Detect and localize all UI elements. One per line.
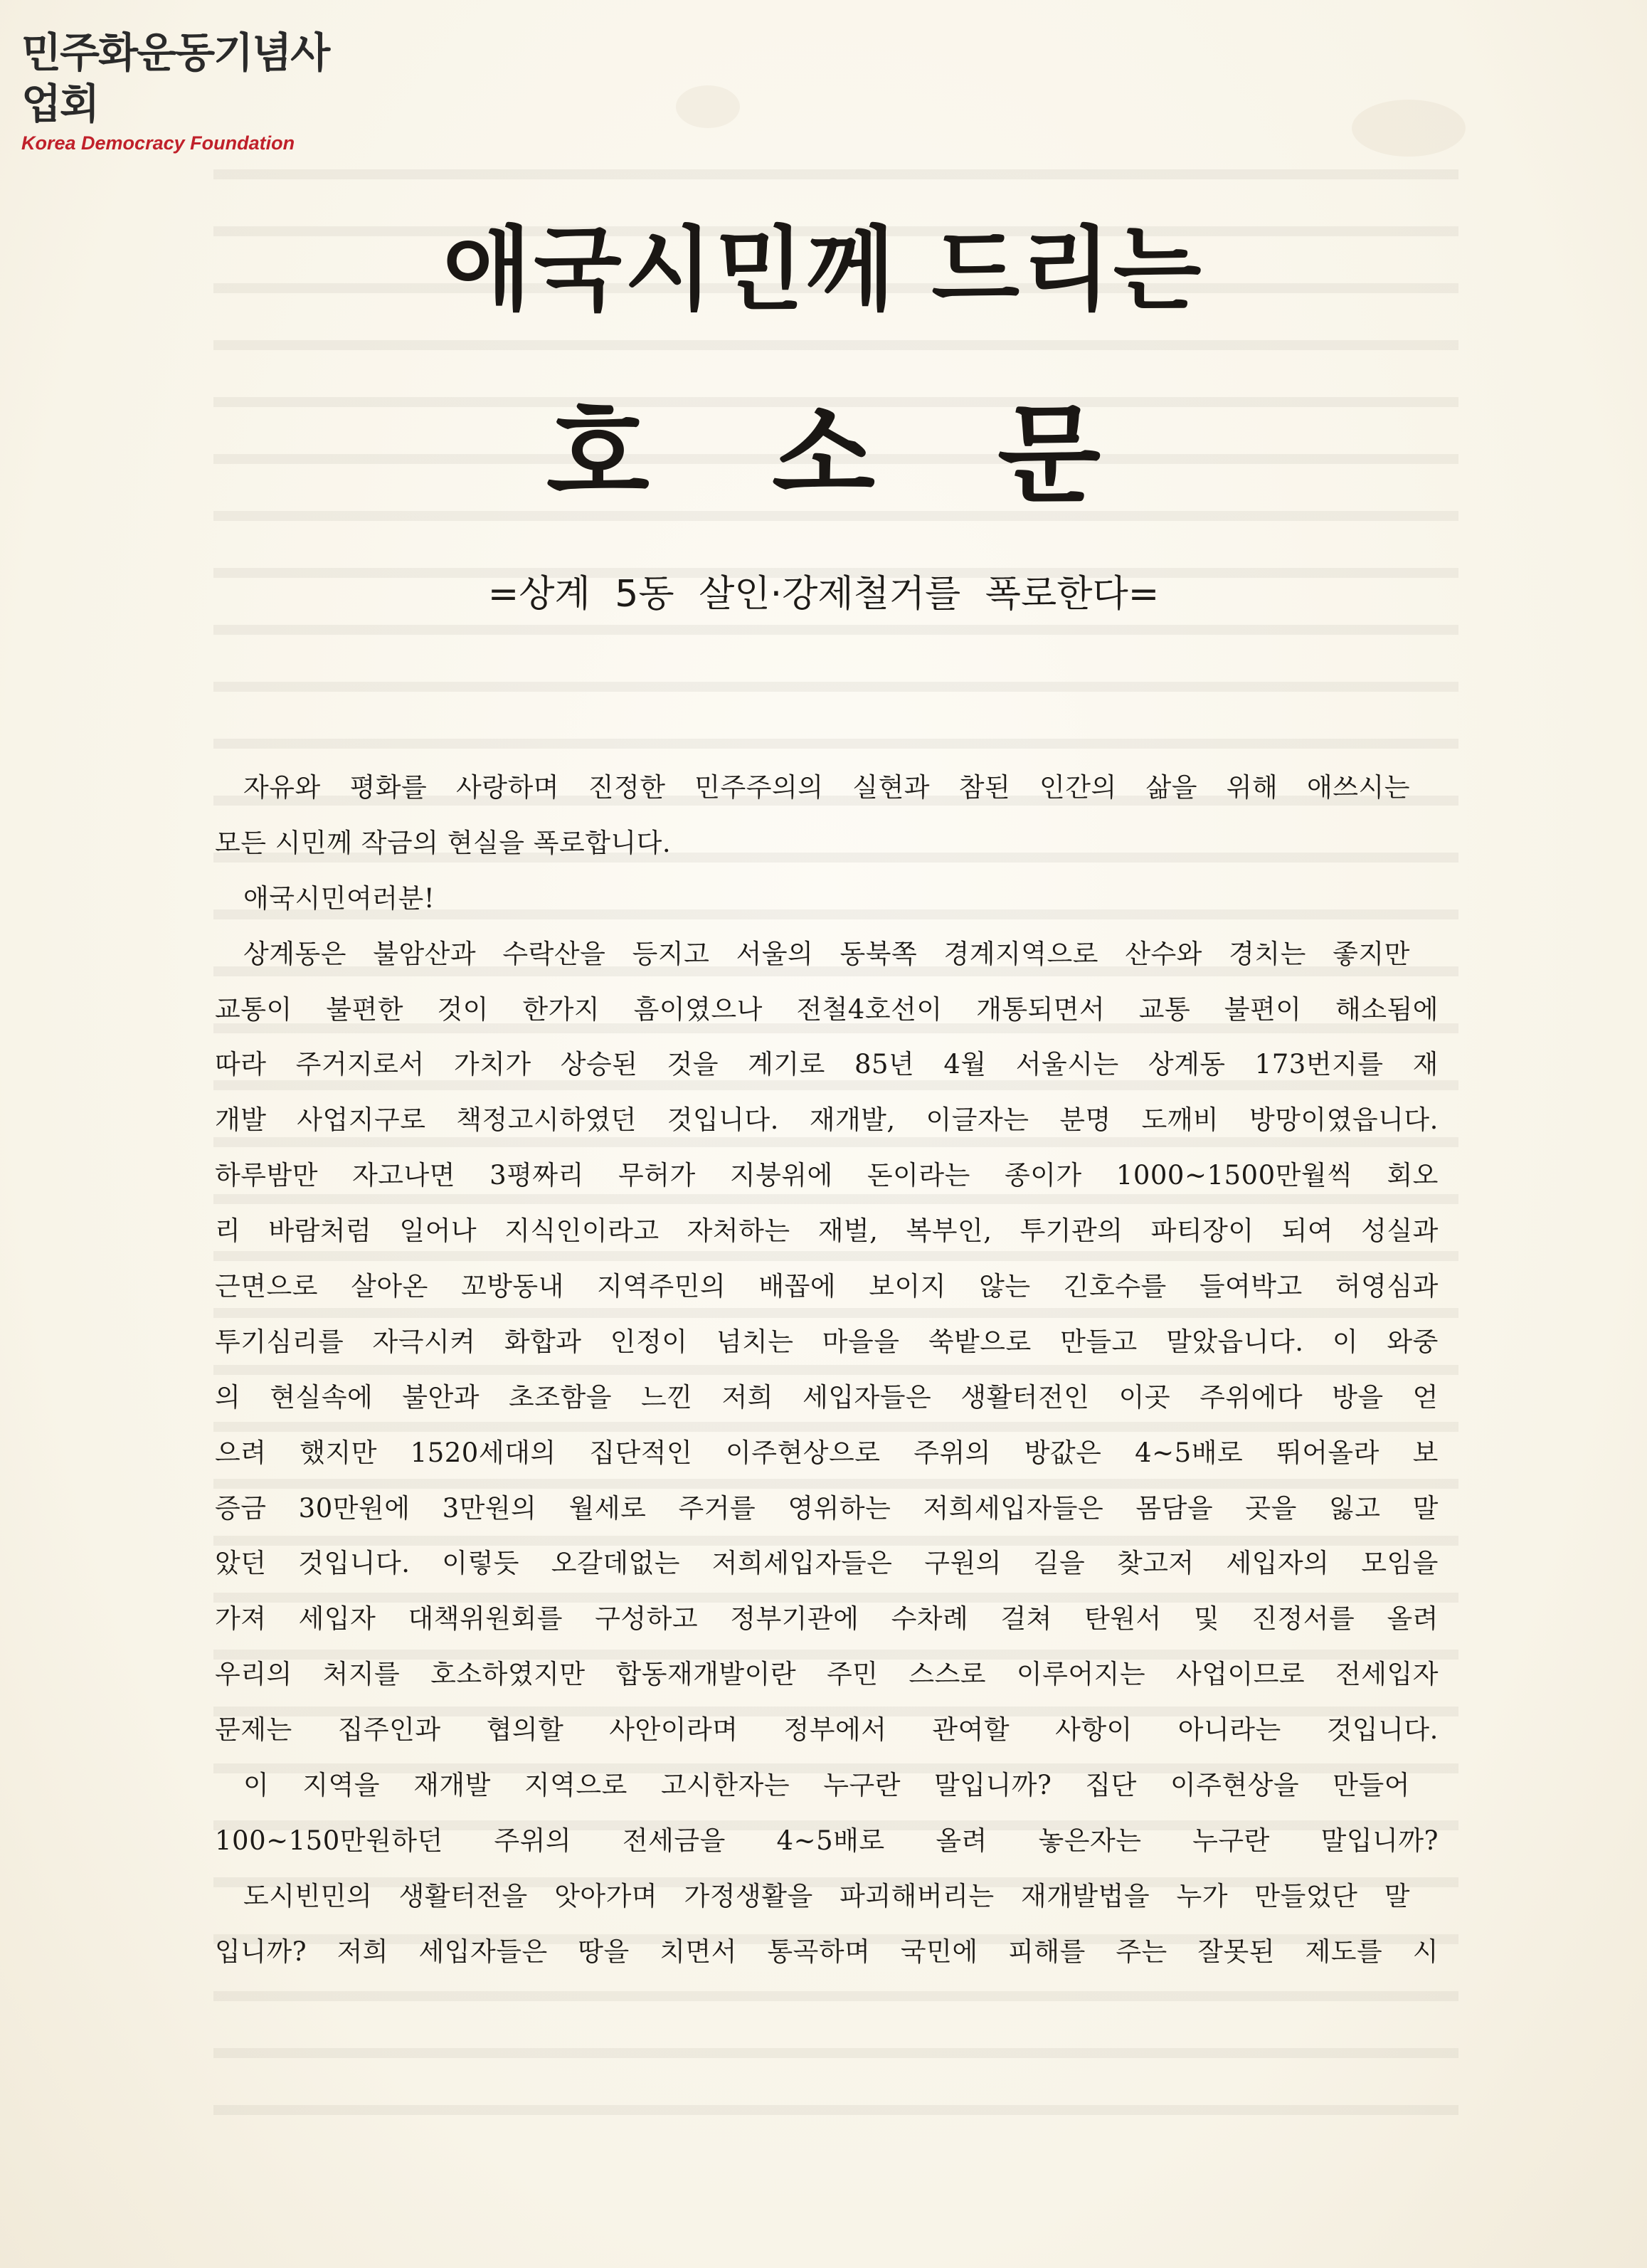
document-body [215, 760, 1439, 1980]
body-line: 근면으로 살아온 꼬방동내 지역주민의 배꼽에 보이지 않는 긴호수를 들여박고 허영심과 [215, 1271, 1439, 1302]
body-line: 하루밤만 자고나면 3평짜리 무허가 지붕위에 돈이라는 종이가 1000~1500만월씩 회오 [215, 1160, 1439, 1191]
logo-korean-text: 민주화운동기념사업회 [21, 28, 329, 128]
body-line: 이 지역을 재개발 지역으로 고시한자는 누구란 말입니까? 집단 이주현상을 만들어 [243, 1770, 1410, 1801]
body-line: 상계동은 불암산과 수락산을 등지고 서울의 동북쪽 경계지역으로 산수와 경치는 좋지만 [243, 938, 1410, 969]
body-line: 모든 시민께 작금의 현실을 폭로합니다. [215, 827, 672, 858]
body-line: 았던 것입니다. 이렇듯 오갈데없는 저희세입자들은 구원의 길을 찾고저 세입자의 모임을 [215, 1548, 1439, 1579]
body-line: 가져 세입자 대책위원회를 구성하고 정부기관에 수차례 걸쳐 탄원서 및 진정서를 올려 [215, 1603, 1439, 1635]
paper-stain [1352, 100, 1466, 157]
body-line: 개발 사업지구로 책정고시하였던 것입니다. 재개발, 이글자는 분명 도깨비 방망이였읍니다. [215, 1104, 1439, 1136]
body-line: 의 현실속에 불안과 초조함을 느낀 저희 세입자들은 생활터전인 이곳 주위에다 방을 얻 [215, 1381, 1439, 1413]
body-line: 애국시민여러분! [243, 882, 435, 914]
body-line: 우리의 처지를 호소하였지만 합동재개발이란 주민 스스로 이루어지는 사업이므로 전세입자 [215, 1659, 1439, 1690]
body-line: 문제는 집주인과 협의할 사안이라며 정부에서 관여할 사항이 아니라는 것입니다. [215, 1714, 1439, 1746]
foundation-logo [21, 27, 356, 154]
logo-english-text: Korea Democracy Foundation [21, 132, 295, 154]
document-title-line1: 애국시민께 드리는 [443, 217, 1204, 323]
document-subtitle: =상계 5동 살인·강제철거를 폭로한다= [487, 573, 1160, 616]
body-line: 따라 주거지로서 가치가 상승된 것을 계기로 85년 4월 서울시는 상계동 173번지를 재 [215, 1049, 1439, 1080]
body-line: 교통이 불편한 것이 한가지 흠이였으나 전철4호선이 개통되면서 교통 불편이 해소됨에 [215, 993, 1439, 1025]
body-line: 으려 했지만 1520세대의 집단적인 이주현상으로 주위의 방값은 4~5배로 뛰어올라 보 [215, 1437, 1439, 1468]
body-line: 리 바람처럼 일어나 지식인이라고 자처하는 재벌, 복부인, 투기관의 파티장이 되여 성실과 [215, 1215, 1439, 1247]
body-line: 100~150만원하던 주위의 전세금을 4~5배로 올려 놓은자는 누구란 말입니까? [215, 1825, 1439, 1856]
body-line: 투기심리를 자극시켜 화합과 인정이 넘치는 마을을 쑥밭으로 만들고 말았읍니다. 이 와중 [215, 1326, 1439, 1357]
body-line: 도시빈민의 생활터전을 앗아가며 가정생활을 파괴해버리는 재개발법을 누가 만들었단 말 [243, 1880, 1410, 1911]
body-line: 자유와 평화를 사랑하며 진정한 민주주의의 실현과 참된 인간의 삶을 위해 애쓰시는 [243, 772, 1410, 803]
document-title-line2: 호 소 문 [546, 394, 1101, 517]
body-line: 입니까? 저희 세입자들은 땅을 치면서 통곡하며 국민에 피해를 주는 잘못된 제도를 시 [215, 1936, 1439, 1967]
paper-stain [676, 85, 740, 128]
body-line: 증금 30만원에 3만원의 월세로 주거를 영위하는 저희세입자들은 몸담을 곳을 잃고 말 [215, 1492, 1439, 1524]
